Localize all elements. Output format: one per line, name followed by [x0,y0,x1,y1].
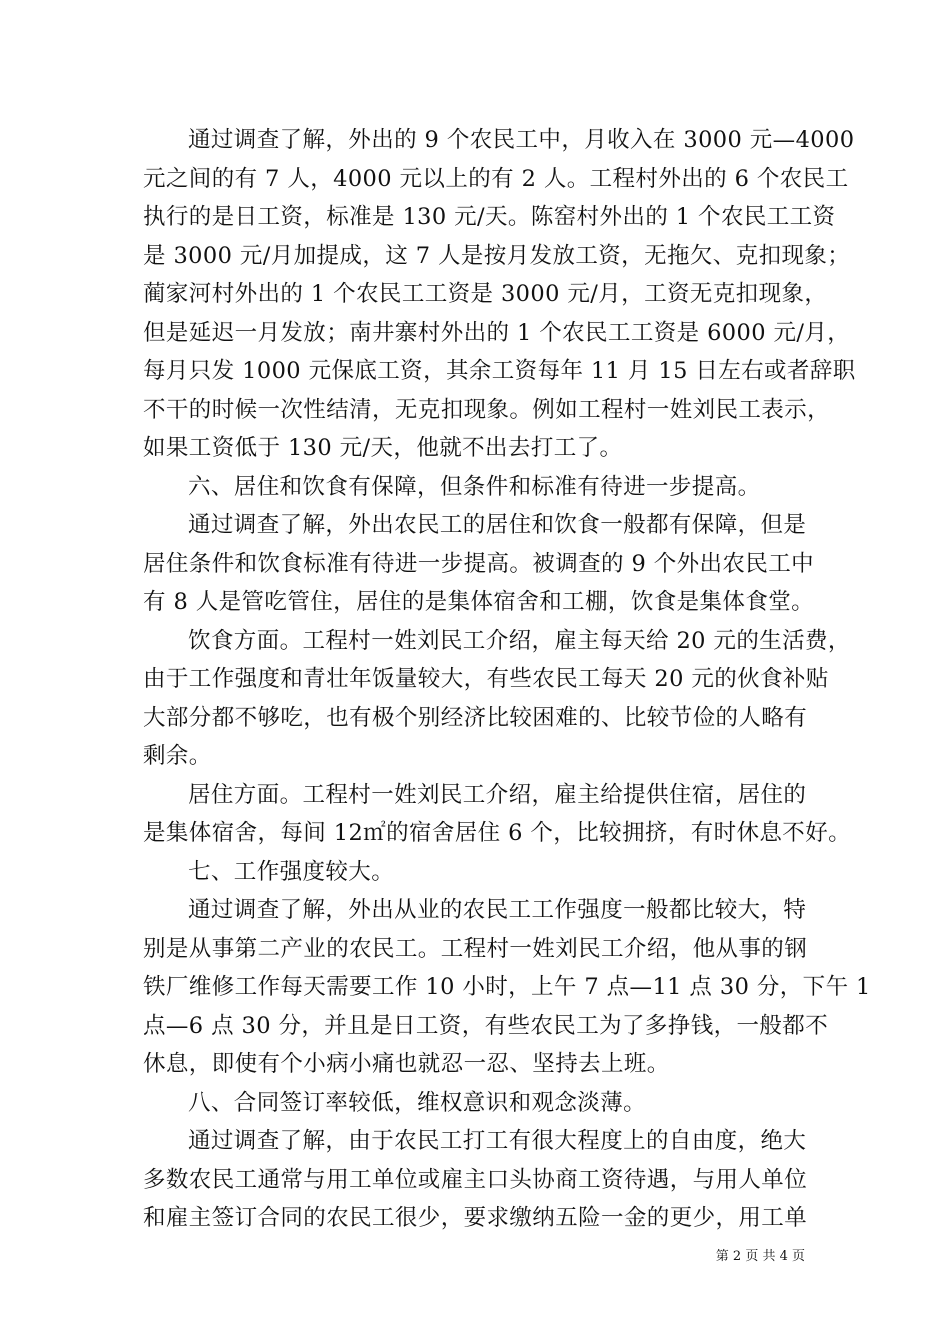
text-line: 执行的是日工资，标准是 130 元/天。陈窑村外出的 1 个农民工工资 [143,204,836,230]
text-line: 六、居住和饮食有保障，但条件和标准有待进一步提高。 [188,473,761,500]
text-line: 但是延迟一月发放；南井寨村外出的 1 个农民工工资是 6000 元/月， [143,319,851,346]
text-line: 别是从事第二产业的农民工。工程村一姓刘民工介绍，他从事的钢 [143,935,808,962]
paragraph [143,622,851,776]
paragraph [143,468,829,507]
paragraph [143,506,829,622]
text-line: 八、合同签订率较低，维权意识和观念淡薄。 [188,1089,647,1116]
paragraph [143,1122,829,1238]
paragraph [143,853,829,892]
text-line: 通过调查了解，外出从业的农民工工作强度一般都比较大，特 [188,897,807,923]
text-line: 饮食方面。工程村一姓刘民工介绍，雇主每天给 20 元的生活费， [188,627,851,654]
text-line: 多数农民工通常与用工单位或雇主口头协商工资待遇，与用人单位 [143,1166,808,1193]
document-body [143,121,871,1238]
text-line: 剩余。 [143,743,212,769]
text-line: 不干的时候一次性结清，无克扣现象。例如工程村一姓刘民工表示， [143,396,831,423]
text-line: 每月只发 1000 元保底工资，其余工资每年 11 月 15 日左右或者辞职 [143,358,856,384]
text-line: 通过调查了解，外出的 9 个农民工中，月收入在 3000 元—4000 [188,127,855,153]
text-line: 蔺家河村外出的 1 个农民工工资是 3000 元/月，工资无克扣现象， [143,281,828,307]
text-line: 点—6 点 30 分，并且是日工资，有些农民工为了多挣钱，一般都不 [143,1012,829,1039]
text-line: 是 3000 元/月加提成，这 7 人是按月发放工资，无拖欠、克扣现象； [143,242,851,269]
paragraph [143,891,871,1084]
text-line: 有 8 人是管吃管住，居住的是集体宿舍和工棚，饮食是集体食堂。 [143,589,815,615]
paragraph [143,776,852,853]
page-number: 第 2 页 共 4 页 [715,1249,805,1264]
text-line: 元之间的有 7 人，4000 元以上的有 2 人。工程村外出的 6 个农民工 [143,165,849,192]
text-line: 和雇主签订合同的农民工很少，要求缴纳五险一金的更少，用工单 [143,1205,808,1231]
text-line: 居住条件和饮食标准有待进一步提高。被调查的 9 个外出农民工中 [143,550,815,577]
text-line: 铁厂维修工作每天需要工作 10 小时，上午 7 点—11 点 30 分，下午 1 [143,974,871,1000]
text-line: 通过调查了解，由于农民工打工有很大程度上的自由度，绝大 [188,1128,807,1154]
text-line: 休息，即使有个小病小痛也就忍一忍、坚持去上班。 [143,1051,670,1077]
text-line: 七、工作强度较大。 [188,858,395,885]
text-line: 如果工资低于 130 元/天，他就不出去打工了。 [143,435,623,461]
text-line: 是集体宿舍，每间 12㎡的宿舍居住 6 个，比较拥挤，有时休息不好。 [143,820,852,846]
paragraph [143,121,856,468]
text-line: 由于工作强度和青壮年饭量较大，有些农民工每天 20 元的伙食补贴 [143,666,829,692]
text-line: 大部分都不够吃，也有极个别经济比较困难的、比较节俭的人略有 [143,704,808,731]
text-line: 通过调查了解，外出农民工的居住和饮食一般都有保障，但是 [188,512,807,538]
text-line: 居住方面。工程村一姓刘民工介绍，雇主给提供住宿，居住的 [188,781,807,808]
paragraph [143,1084,829,1123]
